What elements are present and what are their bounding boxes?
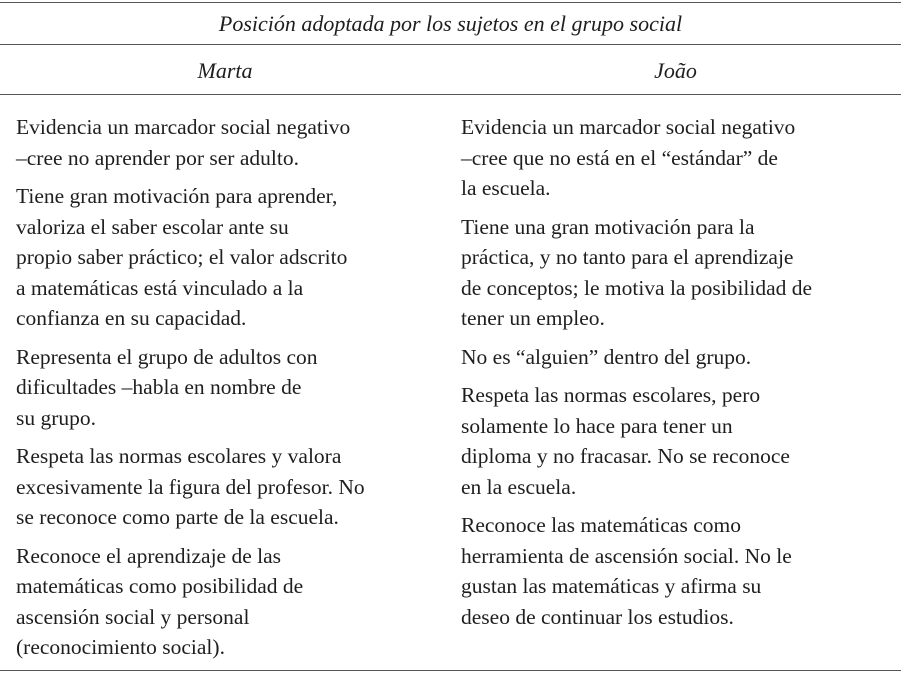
table-cell: Respeta las normas escolares y valora excesivamente la figura del profesor. No se reconoce como parte de la escuela. <box>16 444 365 529</box>
column-joao <box>461 112 891 640</box>
table-top-rule <box>0 2 901 3</box>
table-caption: Posición adoptada por los sujetos en el grupo social <box>218 11 683 36</box>
table-cell: No es “alguien” dentro del grupo. <box>461 344 752 369</box>
column-marta <box>16 112 436 671</box>
table-cell: Tiene una gran motivación para la práctica, y no tanto para el aprendizaje de conceptos; le motiva la posibilidad de tener un empleo. <box>461 214 813 330</box>
table-cell: Evidencia un marcador social negativo –cree que no está en el “estándar” de la escuela. <box>461 115 796 200</box>
column-header-marta: Marta <box>197 58 253 83</box>
header-divider-rule <box>0 94 901 95</box>
table-cell: Evidencia un marcador social negativo –cree no aprender por ser adulto. <box>16 115 351 170</box>
table-cell: Reconoce el aprendizaje de las matemáticas como posibilidad de ascensión social y personal (reconocimiento social). <box>16 543 304 659</box>
table-cell: Representa el grupo de adultos con dificultades –habla en nombre de su grupo. <box>16 344 318 430</box>
table-bottom-rule <box>0 670 901 671</box>
table-cell: Tiene gran motivación para aprender, valoriza el saber escolar ante su propio saber práctico; el valor adscrito a matemáticas está vinculado a la confianza en su capacidad. <box>16 184 348 330</box>
table-cell: Reconoce las matemáticas como herramienta de ascensión social. No le gustan las matemáticas y afirma su deseo de continuar los estudios. <box>461 513 792 629</box>
caption-divider-rule <box>0 44 901 45</box>
column-header-joao: João <box>654 58 697 83</box>
table-cell: Respeta las normas escolares, pero solamente lo hace para tener un diploma y no fracasar. No se reconoce en la escuela. <box>461 383 790 499</box>
